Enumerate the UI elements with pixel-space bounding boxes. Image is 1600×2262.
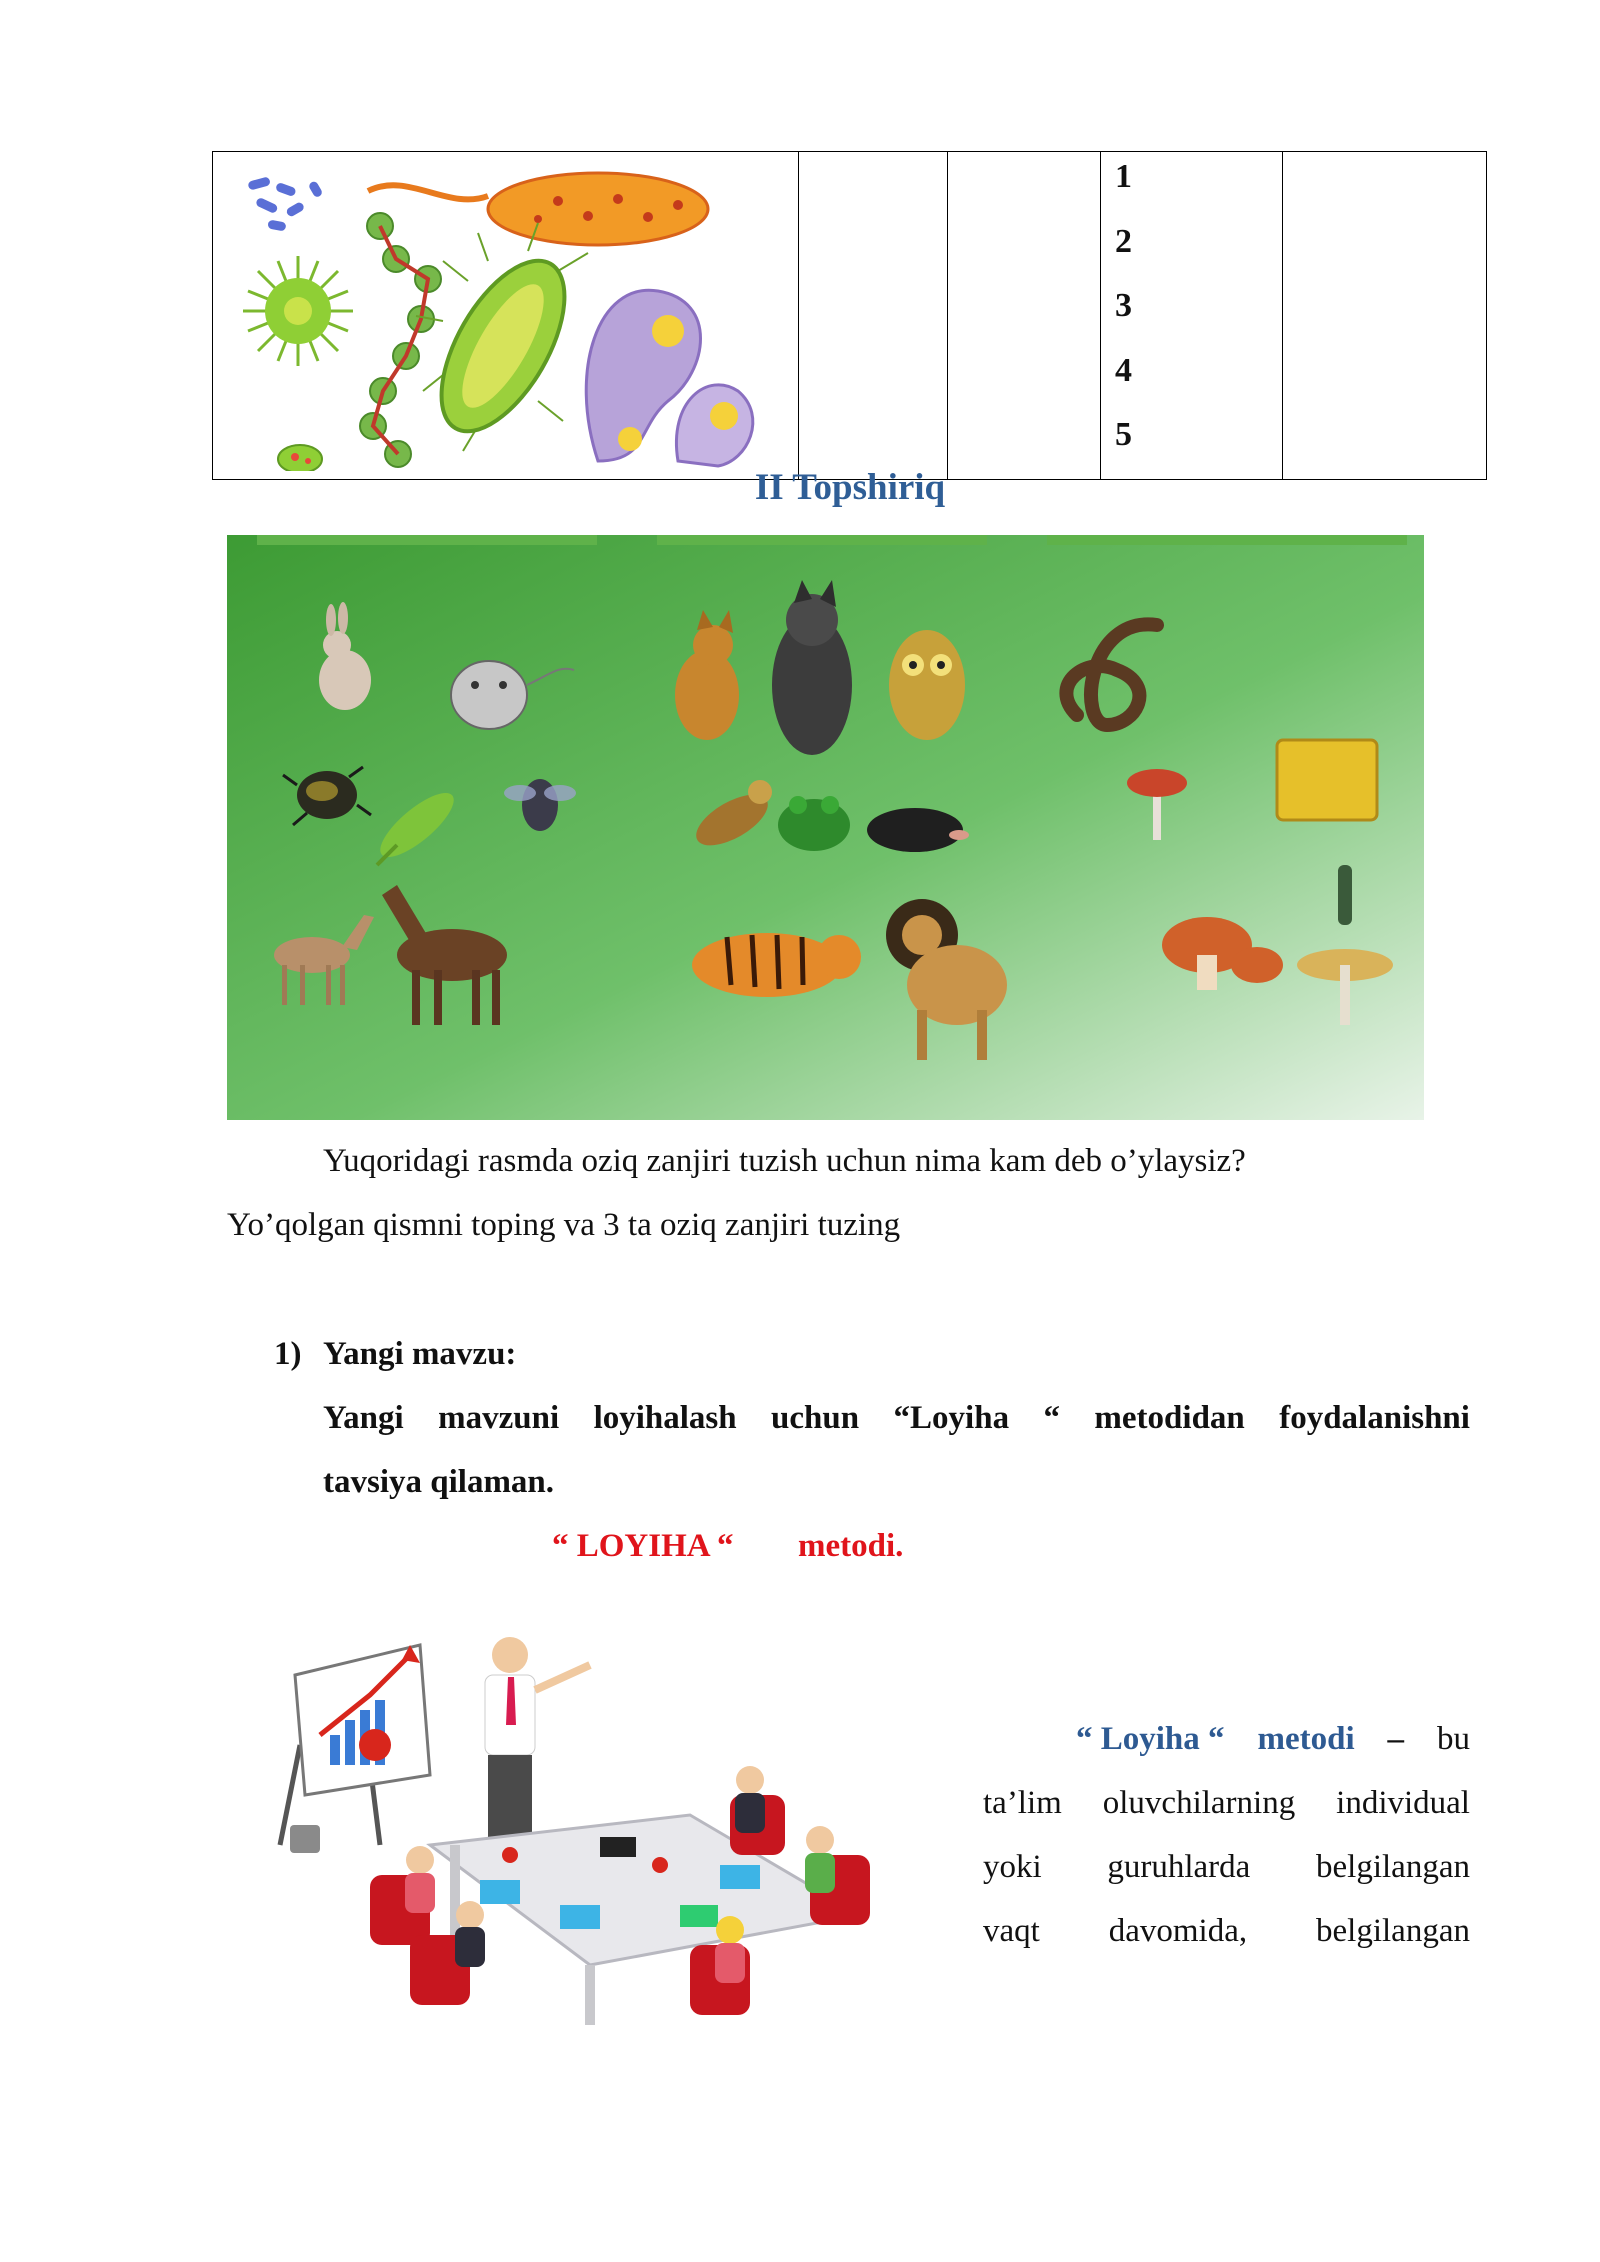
organisms-table	[212, 151, 1487, 480]
presenter-icon	[485, 1637, 590, 1845]
new-topic-title: Yangi mavzu:	[323, 1336, 517, 1372]
word: oluvchilarning	[1102, 1785, 1296, 1821]
word: vaqt	[983, 1913, 1040, 1949]
word: foydalanishni	[1279, 1400, 1470, 1436]
word: uchun	[771, 1400, 860, 1436]
table-cell-empty	[948, 152, 1101, 480]
microorganisms-illustration	[238, 171, 773, 471]
method-title-a: “ LOYIHA “	[552, 1528, 734, 1564]
list-item: 4	[1115, 351, 1132, 389]
word: guruhlarda	[1107, 1849, 1251, 1885]
meeting-illustration	[260, 1615, 910, 2035]
word: bu	[1436, 1721, 1470, 1757]
word: “Loyiha	[893, 1400, 1010, 1436]
section-title: II Topshiriq	[754, 467, 946, 508]
word: belgilangan	[1316, 1849, 1470, 1885]
definition-line-1	[983, 1717, 1470, 1761]
number-list	[1101, 152, 1282, 479]
dash: –	[1387, 1721, 1405, 1757]
word: “	[1043, 1400, 1060, 1436]
word: davomida,	[1108, 1913, 1248, 1949]
table-cell-image	[213, 152, 799, 480]
new-topic-line-1	[323, 1396, 1470, 1440]
new-topic-line-2: tavsiya qilaman.	[323, 1464, 555, 1500]
definition-line-2	[983, 1781, 1470, 1825]
list-item: 5	[1115, 416, 1132, 453]
table-cell-empty	[1283, 152, 1487, 480]
word: ta’lim	[983, 1785, 1062, 1821]
question-line-1: Yuqoridagi rasmda oziq zanjiri tuzish uchun nima kam deb o’ylaysiz?	[323, 1143, 1246, 1179]
presentation-board-icon	[280, 1645, 430, 1853]
food-chain-illustration	[227, 535, 1424, 1120]
word: belgilangan	[1316, 1913, 1470, 1949]
word: yoki	[983, 1849, 1042, 1885]
word: Yangi	[323, 1400, 404, 1436]
method-title-b: metodi.	[798, 1528, 904, 1564]
word: individual	[1336, 1785, 1470, 1821]
list-item: 2	[1115, 222, 1132, 260]
word: loyihalash	[593, 1400, 737, 1436]
mold-icon	[1277, 740, 1377, 820]
term-loyiha: “ Loyiha “	[1076, 1721, 1225, 1757]
list-number: 1)	[274, 1336, 302, 1372]
list-item: 1	[1115, 158, 1132, 195]
word: mavzuni	[438, 1400, 560, 1436]
list-item: 3	[1115, 287, 1132, 324]
word: metodidan	[1094, 1400, 1245, 1436]
table-cell-numbers	[1101, 152, 1283, 480]
definition-line-4	[983, 1909, 1470, 1953]
question-line-2: Yo’qolgan qismni toping va 3 ta oziq zanjiri tuzing	[227, 1207, 901, 1243]
table-cell-empty	[799, 152, 948, 480]
definition-line-3	[983, 1845, 1470, 1889]
term-metodi: metodi	[1257, 1721, 1355, 1757]
owl-icon	[889, 630, 965, 740]
